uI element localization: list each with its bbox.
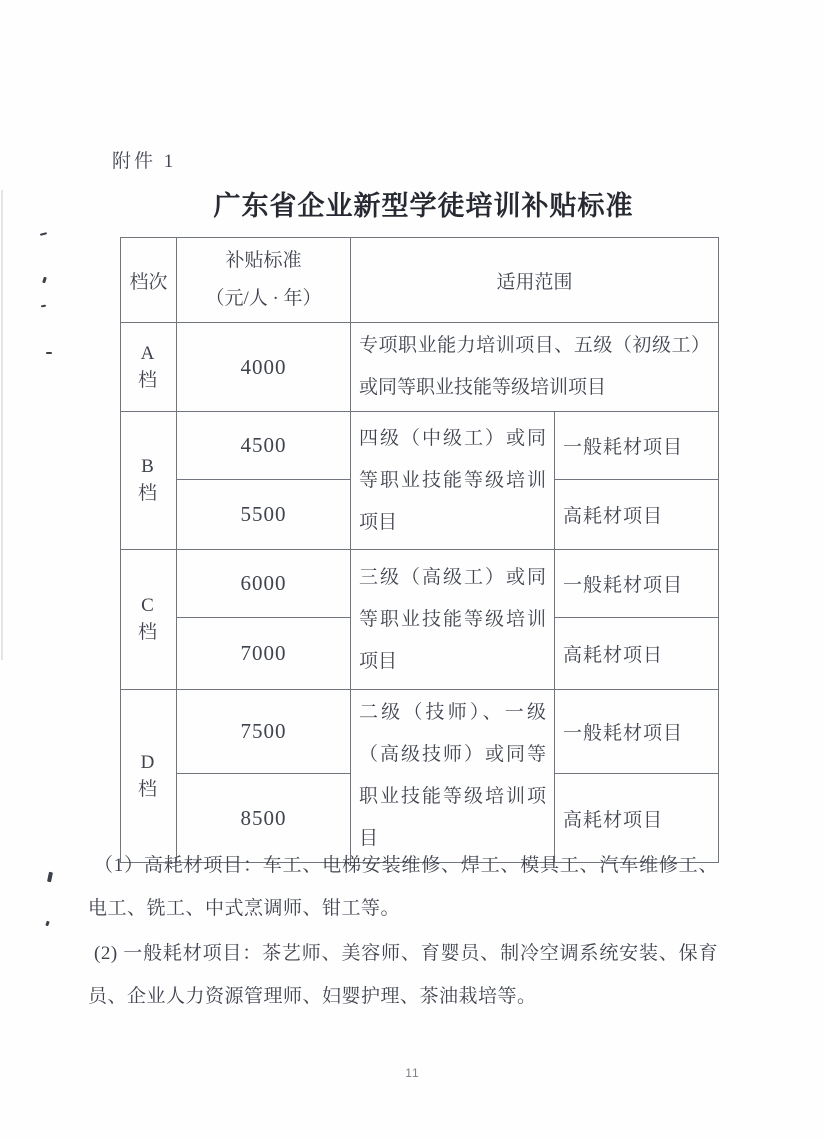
header-subsidy (177, 238, 351, 323)
footnote-general-consumable: (2) 一般耗材项目：茶艺师、美容师、育婴员、制冷空调系统安装、保育员、企业人力资源管理师、妇婴护理、茶油栽培等。 (88, 943, 718, 1007)
margin-speck (42, 277, 47, 284)
grade-c-scope: 三级（高级工）或同等职业技能等级培训项目 (351, 550, 555, 690)
attachment-label: 附件 1 (112, 151, 177, 172)
grade-b-scope: 四级（中级工）或同等职业技能等级培训项目 (351, 412, 555, 550)
grade-a-scope: 专项职业能力培训项目、五级（初级工）或同等职业技能等级培训项目 (351, 323, 719, 412)
scan-edge-artifact (1, 190, 3, 660)
header-subsidy-line1: 补贴标准 (225, 250, 302, 271)
grade-c-material-type1: 一般耗材项目 (555, 550, 719, 618)
grade-b-label: B 档 (121, 412, 177, 550)
grade-d-material-type1: 一般耗材项目 (555, 690, 719, 774)
grade-b-material-type2: 高耗材项目 (555, 480, 719, 550)
grade-d-material-type2: 高耗材项目 (555, 774, 719, 863)
subsidy-standards-table (120, 237, 719, 863)
margin-speck (40, 232, 47, 236)
grade-c-label: C 档 (121, 550, 177, 690)
grade-d-amount2: 8500 (177, 774, 351, 863)
grade-b-amount1: 4500 (177, 412, 351, 480)
page-number: 11 (405, 1066, 420, 1080)
table-row-a (121, 323, 719, 412)
grade-d-amount1: 7500 (177, 690, 351, 774)
table-row-d1 (121, 690, 719, 774)
footnote-high-consumable: （1）高耗材项目：车工、电梯安装维修、焊工、模具工、汽车维修工、电工、铣工、中式烹调师、钳工等。 (88, 855, 718, 919)
margin-speck (45, 921, 50, 927)
grade-d-label: D 档 (121, 690, 177, 863)
header-subsidy-line2: （元/人 · 年） (205, 288, 322, 309)
header-scope: 适用范围 (351, 238, 719, 323)
grade-b-amount2: 5500 (177, 480, 351, 550)
grade-a-amount: 4000 (177, 323, 351, 412)
grade-a-label: A 档 (121, 323, 177, 412)
grade-c-material-type2: 高耗材项日 (555, 618, 719, 690)
grade-b-material-type1: 一般耗材项目 (555, 412, 719, 480)
table-header-row (121, 238, 719, 323)
margin-speck (47, 872, 53, 883)
table-row-b1 (121, 412, 719, 480)
header-grade: 档次 (121, 238, 177, 323)
margin-speck (41, 305, 46, 308)
margin-speck (46, 352, 52, 354)
grade-d-scope: 二级（技师）、一级（高级技师）或同等职业技能等级培训项目 (351, 690, 555, 863)
grade-c-amount1: 6000 (177, 550, 351, 618)
table-row-c1 (121, 550, 719, 618)
page-title: 广东省企业新型学徒培训补贴标准 (213, 191, 634, 221)
grade-c-amount2: 7000 (177, 618, 351, 690)
